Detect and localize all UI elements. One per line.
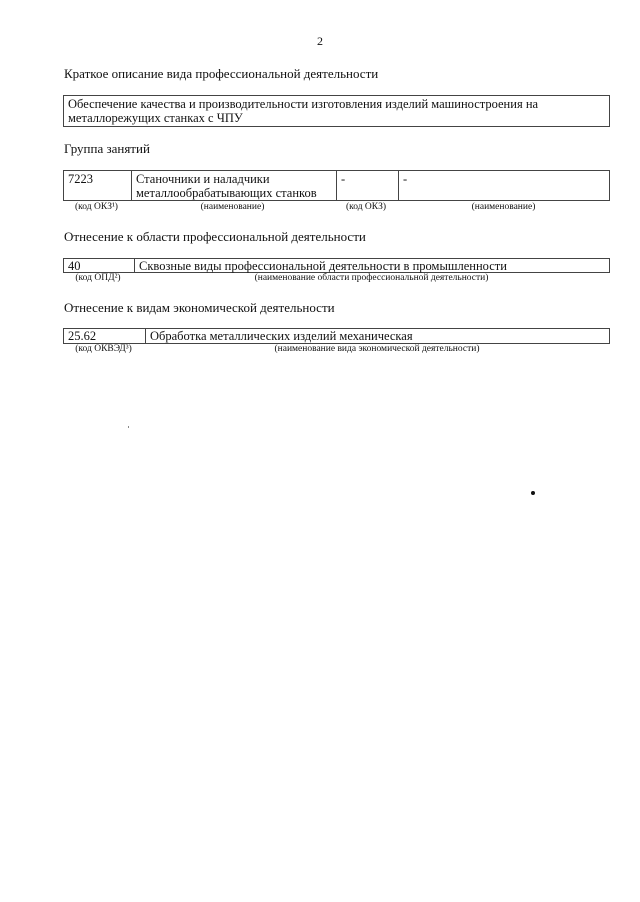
okz-name-caption: (наименование)	[200, 202, 265, 212]
page-number: 2	[317, 34, 323, 48]
okz-name-2-cell: -	[398, 171, 609, 200]
professional-area-heading: Отнесение к области профессиональной деятельности	[64, 229, 366, 244]
okz-name-2-caption: (наименование)	[471, 202, 536, 212]
scan-dot	[531, 491, 535, 495]
occupation-group-heading: Группа занятий	[64, 141, 150, 156]
okz-code-caption: (код ОКЗ¹)	[75, 202, 118, 212]
opd-code-caption: (код ОПД²)	[75, 273, 121, 283]
okz-code-2-cell: -	[336, 171, 398, 200]
scan-speck	[128, 426, 129, 428]
okved-name-caption: (наименование вида экономической деятельности)	[274, 344, 480, 354]
brief-description-line-2: металлорежущих станках с ЧПУ	[68, 111, 243, 125]
okz-code-2-caption: (код ОКЗ)	[345, 202, 387, 212]
brief-description-heading: Краткое описание вида профессиональной деятельности	[64, 66, 379, 81]
okved-name-cell: Обработка металлических изделий механическая	[145, 329, 609, 343]
opd-code-cell: 40	[68, 259, 81, 273]
okved-code-cell: 25.62	[68, 329, 97, 343]
occupation-group-table	[63, 170, 610, 201]
economic-activity-heading: Отнесение к видам экономической деятельности	[64, 300, 335, 315]
opd-name-caption: (наименование области профессиональной деятельности)	[254, 273, 489, 283]
okved-code-caption: (код ОКВЭД³)	[75, 344, 132, 354]
okz-code-cell: 7223	[68, 172, 93, 186]
brief-description-line-1: Обеспечение качества и производительности изготовления изделий машиностроения на	[68, 97, 539, 111]
okz-name-line-2: металлообрабатывающих станков	[136, 186, 317, 200]
economic-activity-table	[63, 328, 610, 344]
brief-description-box	[63, 95, 610, 127]
opd-name-cell: Сквозные виды профессиональной деятельности в промышленности	[134, 259, 609, 272]
okz-name-line-1: Станочники и наладчики	[136, 172, 270, 186]
professional-area-table	[63, 258, 610, 273]
